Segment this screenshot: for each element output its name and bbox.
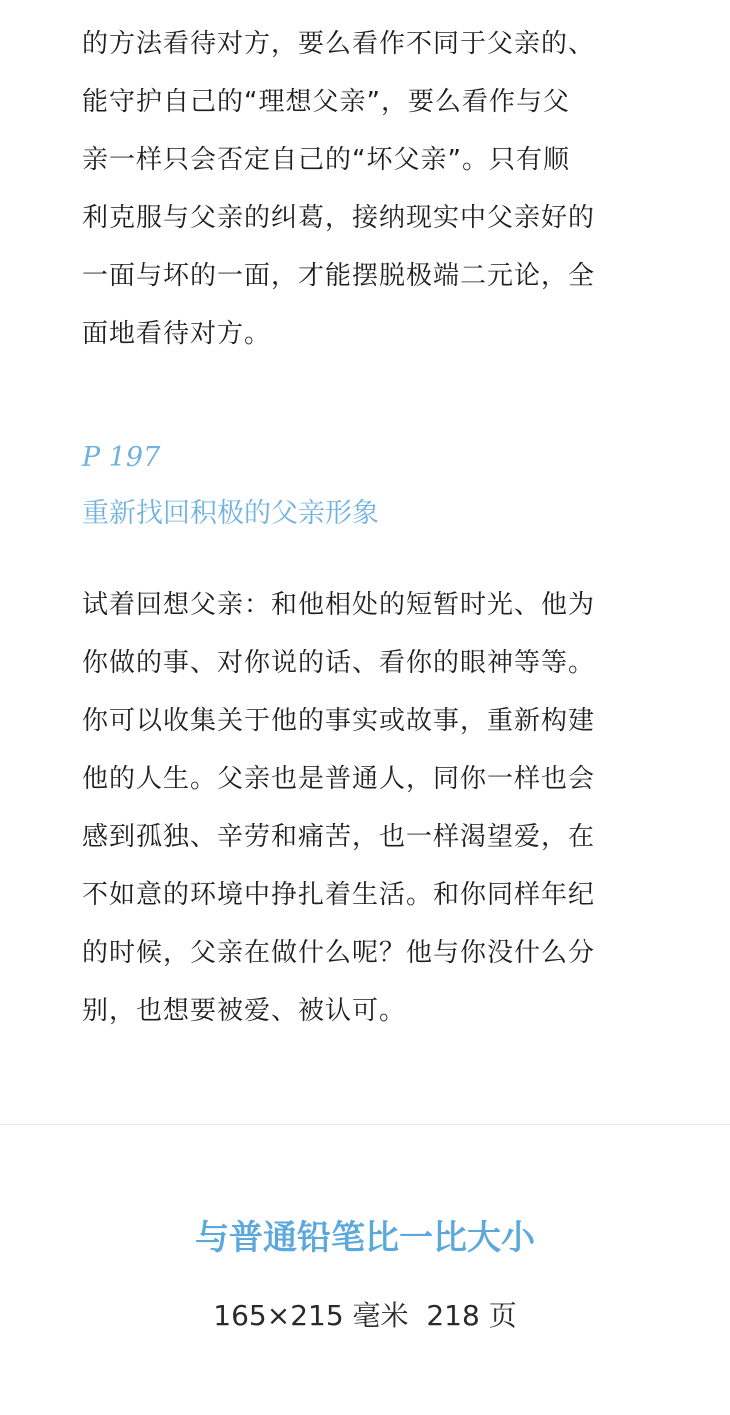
footer-title: 与普通铅笔比一比大小 [195,1218,535,1258]
paragraph-2 [82,576,595,1040]
text-line: 利克服与父亲的纠葛，接纳现实中父亲好的 [82,203,596,233]
text-line: 你可以收集关于他的事实或故事，重新构建 [82,706,596,736]
section-divider [0,1124,730,1125]
paragraph-1 [82,15,595,363]
page-reference: P 197 [82,442,161,473]
section-heading [82,436,379,534]
text-line: 一面与坏的一面，才能摆脱极端二元论，全 [82,261,596,291]
text-line: 感到孤独、辛劳和痛苦，也一样渴望爱，在 [82,822,596,852]
book-specs: 165×215 毫米 218 页 [213,1299,517,1332]
text-line: 不如意的环境中挣扎着生活。和你同样年纪 [82,880,596,910]
text-line: 的时候，父亲在做什么呢？他与你没什么分 [82,938,596,968]
text-line: 他的人生。父亲也是普通人，同你一样也会 [82,764,596,794]
text-line: 别，也想要被爱、被认可。 [82,996,407,1026]
text-line: 面地看待对方。 [82,319,272,349]
text-line: 的方法看待对方，要么看作不同于父亲的、 [82,29,596,59]
section-title: 重新找回积极的父亲形象 [82,498,379,529]
text-line: 试着回想父亲：和他相处的短暂时光、他为 [82,590,596,620]
text-line: 你做的事、对你说的话、看你的眼神等等。 [82,648,596,678]
text-line: 亲一样只会否定自己的“坏父亲”。只有顺 [82,145,570,175]
text-line: 能守护自己的“理想父亲”，要么看作与父 [82,87,570,117]
